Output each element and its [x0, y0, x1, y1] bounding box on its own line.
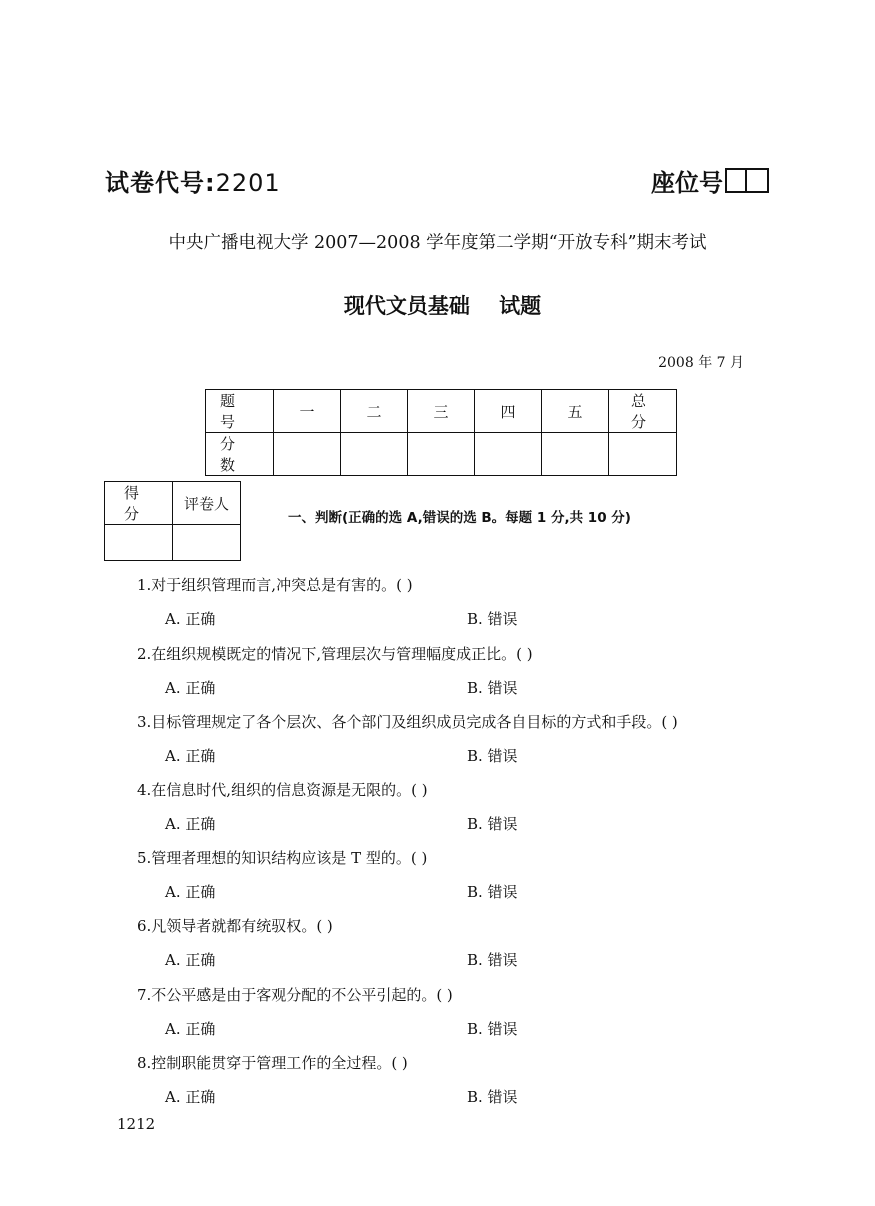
option-a: A. 正确 — [165, 883, 216, 901]
seat-label: 座位号 — [651, 169, 723, 197]
option-a: A. 正确 — [165, 951, 216, 969]
score-cell-4 — [475, 433, 542, 476]
question-1 — [0, 574, 875, 644]
option-b: B. 错误 — [467, 815, 518, 833]
subject-title: 现代文员基础 试题 — [343, 294, 542, 318]
question-7 — [0, 984, 875, 1054]
column-5: 五 — [542, 390, 609, 433]
question-text: 2.在组织规模既定的情况下,管理层次与管理幅度成正比。( ) — [137, 645, 533, 663]
option-a: A. 正确 — [165, 1088, 216, 1106]
exam-date: 2008 年 7 月 — [658, 355, 744, 371]
score-label: 分 数 — [206, 433, 274, 476]
seat-box-2 — [747, 168, 769, 193]
question-6 — [0, 915, 875, 985]
column-1: 一 — [274, 390, 341, 433]
exam-title: 中央广播电视大学 2007—2008 学年度第二学期“开放专科”期末考试 — [168, 233, 707, 253]
column-3: 三 — [408, 390, 475, 433]
page-number: 1212 — [117, 1115, 156, 1133]
question-text: 6.凡领导者就都有统驭权。( ) — [137, 917, 333, 935]
question-8 — [0, 1052, 875, 1122]
grader-table — [104, 481, 241, 561]
score-cell-1 — [274, 433, 341, 476]
question-text: 1.对于组织管理而言,冲突总是有害的。( ) — [137, 576, 413, 594]
option-a: A. 正确 — [165, 610, 216, 628]
option-a: A. 正确 — [165, 747, 216, 765]
grader-table-body-row — [105, 525, 241, 561]
paper-code — [105, 163, 281, 198]
section-heading: 一、判断(正确的选 A,错误的选 B。每题 1 分,共 10 分) — [288, 510, 631, 526]
score-cell-2 — [341, 433, 408, 476]
question-text: 4.在信息时代,组织的信息资源是无限的。( ) — [137, 781, 428, 799]
column-4: 四 — [475, 390, 542, 433]
option-b: B. 错误 — [467, 883, 518, 901]
score-cell-total — [609, 433, 677, 476]
option-b: B. 错误 — [467, 1020, 518, 1038]
option-a: A. 正确 — [165, 815, 216, 833]
option-b: B. 错误 — [467, 610, 518, 628]
score-cell-3 — [408, 433, 475, 476]
column-2: 二 — [341, 390, 408, 433]
question-2 — [0, 643, 875, 713]
paper-code-label: 试卷代号: — [105, 169, 216, 197]
grader-name-cell — [173, 525, 241, 561]
seat-box-1 — [725, 168, 747, 193]
score-table-header-row — [206, 390, 677, 433]
score-cell-5 — [542, 433, 609, 476]
score-table — [205, 389, 677, 476]
question-5 — [0, 847, 875, 917]
question-text: 7.不公平感是由于客观分配的不公平引起的。( ) — [137, 986, 453, 1004]
question-text: 5.管理者理想的知识结构应该是 T 型的。( ) — [137, 849, 428, 867]
paper-code-value: 2201 — [215, 169, 281, 197]
option-b: B. 错误 — [467, 747, 518, 765]
grader-label: 评卷人 — [173, 482, 241, 525]
seat-number — [651, 163, 769, 198]
question-number-label: 题 号 — [206, 390, 274, 433]
question-3 — [0, 711, 875, 781]
grader-score-cell — [105, 525, 173, 561]
option-b: B. 错误 — [467, 679, 518, 697]
option-b: B. 错误 — [467, 951, 518, 969]
question-text: 8.控制职能贯穿于管理工作的全过程。( ) — [137, 1054, 408, 1072]
option-b: B. 错误 — [467, 1088, 518, 1106]
grader-score-label: 得 分 — [105, 482, 173, 525]
question-4 — [0, 779, 875, 849]
question-text: 3.目标管理规定了各个层次、各个部门及组织成员完成各自目标的方式和手段。( ) — [137, 713, 678, 731]
grader-table-header-row — [105, 482, 241, 525]
total-label: 总 分 — [609, 390, 677, 433]
option-a: A. 正确 — [165, 679, 216, 697]
score-table-score-row — [206, 433, 677, 476]
option-a: A. 正确 — [165, 1020, 216, 1038]
seat-boxes — [725, 168, 769, 193]
